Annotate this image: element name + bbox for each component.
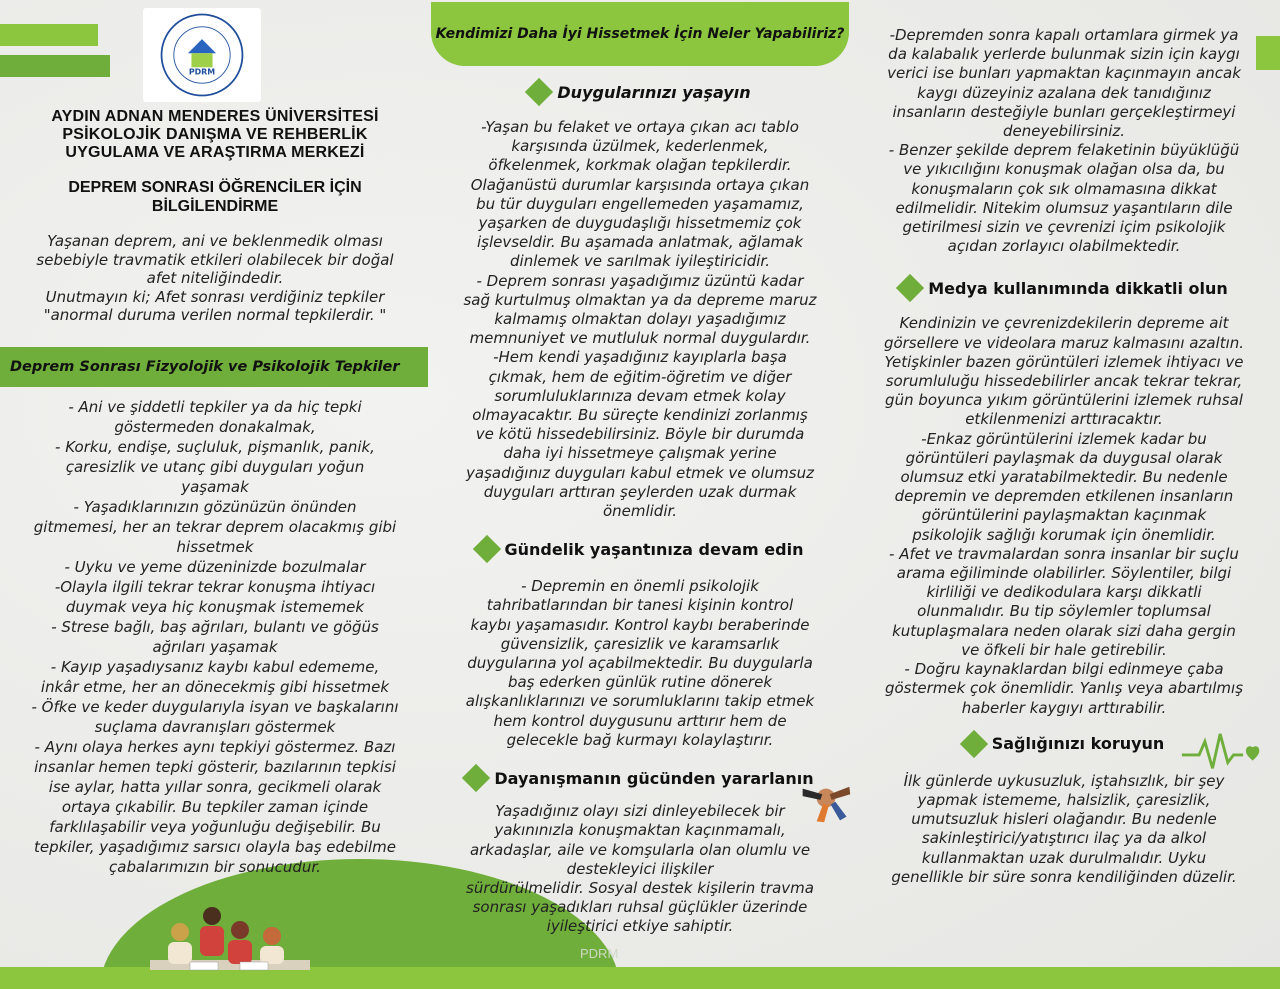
text-line: olunmalıdır. Bu tip söylemler toplumsal [917, 602, 1211, 621]
column-left [0, 108, 430, 877]
students-illustration-icon [140, 902, 320, 984]
text-line: deneyebilirsiniz. [1002, 122, 1126, 141]
text-line: yakınınızla konuşmaktan kaçınmamalı, [494, 821, 786, 840]
section-header-pill: Kendimizi Daha İyi Hissetmek İçin Neler Yapabiliriz? [431, 2, 849, 66]
text-line: - Afet ve travmalardan sonra insanlar bir suçlu [889, 544, 1239, 563]
text-line: baş ederken günlük rutine dönerek [507, 673, 773, 692]
text-line: sebebiyle travmatik etkileri olabilecek bir doğal [36, 250, 394, 269]
text-line: çaresizlik ve utanç gibi duyguları yoğun [65, 457, 365, 476]
university-logo [143, 8, 261, 102]
text-line: sürdürülmelidir. Sosyal destek kişilerin travma [466, 878, 814, 897]
diamond-icon [896, 274, 924, 302]
text-line: gün boyunca yıkım görüntülerini izlemek ruhsal [885, 391, 1243, 410]
text-line: insanlar hemen tepki gösterir, bazılarının tepkisi [34, 757, 396, 776]
text-line: - Depremin en önemli psikolojik [521, 577, 759, 596]
text-line: sonrası yaşadıkları ruhsal güçlükler üzerinde [472, 898, 808, 917]
text-line: gelecekle bağ kurmayı kolaylaştırır. [506, 730, 774, 749]
text-line: - Ani ve şiddetli tepkiler ya da hiç tepki [68, 397, 362, 416]
watermark: PDRM [580, 946, 619, 961]
text-line: işlevseldir. Bu aşamada anlatmak, ağlamak [476, 233, 804, 252]
heartbeat-icon [1180, 724, 1266, 782]
text-line: yaşarken de duygudaşlığı hissetmemiz çok [478, 214, 802, 233]
reactions-header: Deprem Sonrası Fizyolojik ve Psikolojik Tepkiler [0, 347, 428, 387]
section-heading-solidarity: Dayanışmanın gücünden yararlanın [430, 768, 850, 788]
text-line: sorumluluğu hissedebilirler ancak tekrar tekrar, [885, 372, 1243, 391]
text-line: kaygı düzeyiniz azalana dek tanıdığınız [917, 83, 1211, 102]
text-line: ve yıkıcılığını konuşmak olağan olsa da, bu [903, 160, 1225, 179]
diamond-icon [525, 78, 553, 106]
text-line: da kalabalık yerlerde bulunmak sizin için kaygı [888, 45, 1240, 64]
column-middle [430, 0, 850, 937]
text-line: duymak veya hiç konuşmak istememek [65, 597, 365, 616]
text-line: Olağanüstü durumlar karşısında ortaya çıkan [470, 175, 810, 194]
text-line: hissetmek [176, 537, 254, 556]
text-line: sağ kurtulmuş olmaktan ya da depreme maruz [463, 290, 817, 309]
text-line: tepkiler, yaşadığımız sarsıcı olayla baş edebilme [34, 837, 396, 856]
diamond-icon [960, 730, 988, 758]
text-line: alışkanlıklarınızı ve sorumluklarını takip etmek [465, 692, 815, 711]
text-line: çabalarımızın bir sonucudur. [109, 857, 321, 876]
text-line: insanların desteğiyle bunları gerçekleştirmeyi [892, 102, 1236, 121]
text-line: önemlidir. [602, 502, 678, 521]
text-line: psikolojik sağlığı korumak için önemlidir. [912, 525, 1216, 544]
text-line: ağrıları yaşamak [152, 637, 278, 656]
text-line: kutuplaşmalara neden olarak sizi daha gergin [892, 621, 1236, 640]
text-line: arama eğiliminde olabilirler. Söylentiler, bilgi [896, 564, 1232, 583]
text-line: memnuniyet ve mutluluk normal duygulardır. [469, 329, 811, 348]
text-line: - Yaşadıklarınızın gözünüzün önünden [73, 497, 357, 516]
text-line: ve kötü hissedebilirsiniz. Böyle bir durumda [475, 425, 805, 444]
text-line: umutsuzluk hisleri olağandır. Bu nedenle [911, 810, 1217, 829]
text-line: ise aylar, hatta yıllar sonra, gecikmeli olarak [48, 777, 382, 796]
text-line: bu tür duyguları engellemeden yaşamamız, [476, 194, 804, 213]
document-title: DEPREM SONRASI ÖĞRENCİLER İÇİN BİLGİLENDİRME [68, 179, 362, 215]
section-heading-health: Sağlığınızı koruyun [862, 734, 1266, 754]
text-line: kalmamış olmaktan dolayı yaşadığımız [494, 310, 786, 329]
section-text-feelings [430, 118, 850, 521]
text-line: edilmelidir. Nitekim olumsuz yaşantıların dile [895, 198, 1233, 217]
text-line: suçlama davranışları göstermek [94, 717, 336, 736]
solidarity-hands-icon [797, 770, 855, 826]
text-line: verici ise bunları yapmaktan kaçınmayın ancak [887, 64, 1241, 83]
text-line: görüntülerini paylaşmaktan kaçınmak [921, 506, 1207, 525]
text-line: kullanmaktan uzak durulmalıdır. Uyku [921, 848, 1207, 867]
text-line: - Benzer şekilde deprem felaketinin büyüklüğü [888, 141, 1240, 160]
text-line: -Enkaz görüntülerini izlemek kadar bu [921, 429, 1207, 448]
pdrm-logo-icon [156, 11, 248, 99]
decor-bar [0, 55, 110, 77]
text-line: "anormal duruma verilen normal tepkilerdir. " [43, 306, 387, 324]
text-line: ortaya çıkabilir. Bu tepkiler zaman içinde [61, 797, 369, 816]
text-line: görsellere ve videolara maruz kalmasını azaltın. [883, 333, 1245, 352]
text-line: konuşmaların çok sık olmamasına dikkat [911, 179, 1217, 198]
text-line: olumsuz etki yaratabilmektedir. Bu nedenle [900, 468, 1228, 487]
text-line: etkilenmenizi arttıracaktır. [965, 410, 1163, 429]
text-line: depremin ve depremden etkilenen insanların [894, 487, 1234, 506]
text-line: olmayacaktır. Bu süreçte kendinizi zorlanmış [472, 406, 808, 425]
text-line: görüntüleri paylaşmak da duygusal olarak [905, 448, 1223, 467]
section-text-health [862, 772, 1266, 887]
text-line: Unutmayın ki; Afet sonrası verdiğiniz tepkiler [45, 287, 385, 306]
text-line: kaybı yaşamasıdır. Kontrol kaybı beraberinde [470, 615, 810, 634]
section-text-media [862, 314, 1266, 717]
text-line: dinlemek ve sarılmak iyileştiricidir. [510, 252, 770, 271]
text-line: göstermeden donakalmak, [114, 417, 316, 436]
text-line: getirilmesi sizin ve çevrenizi içim psikolojik [902, 218, 1226, 237]
section-heading-media: Medya kullanımında dikkatli olun [862, 278, 1266, 298]
text-line: Kendinizin ve çevrenizdekilerin depreme ait [899, 314, 1229, 333]
text-line: Yaşadığınız olayı sizi dinleyebilecek bir [495, 802, 785, 821]
text-line: karşısında üzülmek, kederlenmek, [511, 137, 769, 156]
decor-bar [0, 24, 98, 46]
text-line: daha iyi hissetmeye çalışmak yerine [503, 444, 777, 463]
logo-abbr: PDRM [188, 67, 216, 77]
text-line: haberler kaygıyı arttırabilir. [961, 698, 1167, 717]
text-line: -Olayla ilgili tekrar tekrar konuşma ihtiyacı [54, 577, 376, 596]
text-line: afet niteliğindedir. [146, 269, 284, 287]
text-line: - Öfke ve keder duygularıyla isyan ve başkalarını [31, 697, 399, 716]
text-line: - Deprem sonrası yaşadığımız üzüntü kadar [476, 271, 804, 290]
text-line: hem kontrol duygusunu arttırır hem de [493, 711, 787, 730]
text-line: - Aynı olaya herkes aynı tepkiyi göstermez. Bazı [34, 737, 396, 756]
text-line: gitmemesi, her an tekrar deprem olacakmış gibi [33, 517, 397, 536]
section-text-crowds [862, 26, 1266, 256]
section-heading-feelings: Duygularınızı yaşayın [430, 82, 850, 102]
text-line: Yetişkinler bazen görüntüleri izlemek ihtiyacı ve [884, 352, 1244, 371]
text-line: - Kayıp yaşadıysanız kaybı kabul edememe, [50, 657, 380, 676]
text-line: kirliliği ve dedikodulara karşı dikkatli [926, 583, 1202, 602]
text-line: destekleyici ilişkiler [566, 859, 714, 878]
text-line: yaşadığınız duyguları kabul etmek ve olumsuz [466, 463, 814, 482]
text-line: -Yaşan bu felaket ve ortaya çıkan acı tablo [481, 118, 799, 136]
text-line: -Hem kendi yaşadığınız kayıplarla başa [493, 348, 787, 367]
text-line: tahribatlarından bir tanesi kişinin kontrol [486, 596, 794, 615]
text-line: duyguları arttıran şeylerden uzak durmak [483, 482, 797, 501]
text-line: İlk günlerde uykusuzluk, iştahsızlık, bir şey [903, 771, 1225, 790]
text-line: - Doğru kaynaklardan bilgi edinmeye çaba [904, 660, 1224, 679]
text-line: ve öfkeli bir hale getirebilir. [961, 640, 1167, 659]
section-heading-daily-life: Gündelik yaşantınıza devam edin [430, 539, 850, 559]
text-line: yaşamak [181, 477, 249, 496]
text-line: Yaşanan deprem, ani ve beklenmedik olması [47, 232, 383, 250]
diamond-icon [472, 535, 500, 563]
text-line: göstermek çok önemlidir. Yanlış veya abartılmış [884, 679, 1244, 698]
section-text-solidarity [430, 802, 850, 936]
text-line: - Uyku ve yeme düzeninizde bozulmalar [64, 557, 366, 576]
text-line: güvensizlik, çaresizlik ve karamsarlık [500, 634, 780, 653]
text-line: farklılaşabilir veya yoğunluğu değişebilir. Bu [49, 817, 381, 836]
text-line: açıdan zorlayıcı olabilmektedir. [947, 237, 1181, 256]
text-line: yapmak istememe, halsizlik, çaresizlik, [917, 790, 1211, 809]
organization-name: AYDIN ADNAN MENDERES ÜNİVERSİTESİ PSİKOLOJİK DANIŞMA VE REHBERLİK UYGULAMA VE ARAŞTIRMA MERKEZİ [51, 108, 379, 161]
text-line: -Depremden sonra kapalı ortamlara girmek ya [889, 26, 1239, 44]
section-text-daily-life [430, 577, 850, 750]
text-line: çıkmak, hem de eğitim-öğretim ve diğer [488, 367, 792, 386]
text-line: sakinleştirici/yatıştırıcı ilaç ya da alkol [921, 829, 1207, 848]
text-line: sorumluluklarınıza devam etmek kolay [494, 386, 786, 405]
text-line: öfkelenmek, korkmak olağan tepkilerdir. [488, 156, 792, 175]
text-line: - Strese bağlı, baş ağrıları, bulantı ve göğüs [51, 617, 379, 636]
text-line: - Korku, endişe, suçluluk, pişmanlık, panik, [55, 437, 375, 456]
text-line: inkâr etme, her an dönecekmiş gibi hissetmek [40, 677, 390, 696]
text-line: genellikle bir süre sonra kendiliğinden düzelir. [891, 867, 1237, 886]
diamond-icon [462, 764, 490, 792]
text-line: duygularına yol açabilmektedir. Bu duygularla [467, 654, 813, 673]
reactions-text [0, 397, 430, 877]
text-line: iyileştirici etkiye sahiptir. [546, 917, 734, 936]
text-line: arkadaşlar, aile ve komşularla olan olumlu ve [469, 840, 811, 859]
intro-text [0, 232, 430, 325]
